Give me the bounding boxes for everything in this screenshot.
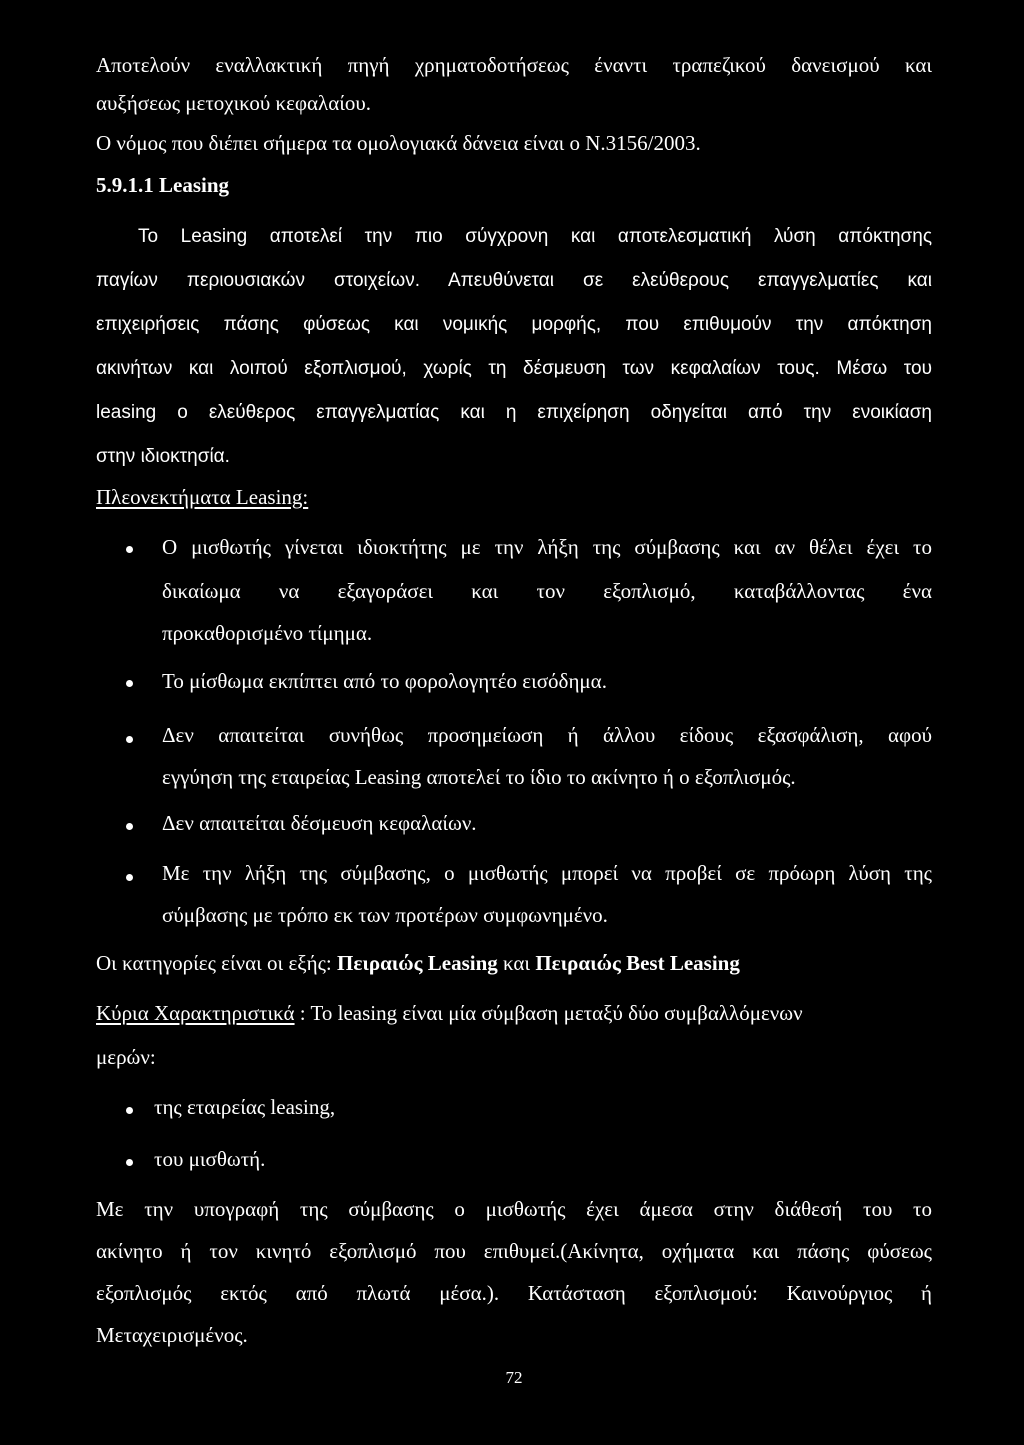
- bullet-dot: [126, 823, 133, 830]
- para1-line-4: ακινήτων και λοιπού εξοπλισμού, χωρίς τη δέσμευση των κεφαλαίων τους. Μέσω του: [96, 358, 932, 379]
- categories-prefix: Οι κατηγορίες είναι οι εξής:: [96, 951, 338, 975]
- bullet-dot: [126, 546, 133, 553]
- para1-line-2: παγίων περιουσιακών στοιχείων. Απευθύνεται σε ελεύθερους επαγγελματίες και: [96, 270, 932, 291]
- para1-line-1: Το Leasing αποτελεί την πιο σύγχρονη και αποτελεσματική λύση απόκτησης: [138, 226, 932, 247]
- features-title: Κύρια Χαρακτηριστικά: [96, 1001, 295, 1025]
- bullet-1-line-1: Ο μισθωτής γίνεται ιδιοκτήτης με την λήξη της σύμβασης και αν θέλει έχει το: [162, 535, 932, 559]
- bullet-dot: [126, 1107, 133, 1114]
- bullet-1-line-3: προκαθορισμένο τίμημα.: [162, 621, 373, 645]
- bullet-dot: [126, 874, 133, 881]
- bullet-dot: [126, 736, 133, 743]
- para1-line-3: επιχειρήσεις πάσης φύσεως και νομικής μορφής, που επιθυμούν την απόκτηση: [96, 314, 932, 335]
- features-line-1: [96, 1000, 803, 1026]
- intro-line-1: Αποτελούν εναλλακτική πηγή χρηματοδοτήσεως έναντι τραπεζικού δανεισμού και: [96, 53, 932, 77]
- bullet-2: Το μίσθωμα εκπίπτει από το φορολογητέο εισόδημα.: [162, 669, 607, 693]
- bullet-5-line-2: σύμβασης με τρόπο εκ των προτέρων συμφωνημένο.: [162, 903, 608, 927]
- bullet-dot: [126, 1159, 133, 1166]
- bullet-4: Δεν απαιτείται δέσμευση κεφαλαίων.: [162, 811, 477, 835]
- bullet-dot: [126, 680, 133, 687]
- para1-line-6: στην ιδιοκτησία.: [96, 446, 230, 467]
- intro-line-2: αυξήσεως μετοχικού κεφαλαίου.: [96, 91, 372, 115]
- closing-line-2: ακίνητο ή τον κινητό εξοπλισμό που επιθυμεί.(Ακίνητα, οχήματα και πάσης φύσεως: [96, 1239, 932, 1263]
- categories-line: [96, 950, 740, 976]
- features-text: : Το leasing είναι μία σύμβαση μεταξύ δύο συμβαλλόμενων: [294, 1001, 803, 1025]
- closing-line-3: εξοπλισμός εκτός από πλωτά μέσα.). Κατάσταση εξοπλισμού: Καινούργιος ή: [96, 1281, 932, 1305]
- party-2: του μισθωτή.: [154, 1147, 266, 1171]
- bullet-1-line-2: δικαίωμα να εξαγοράσει και τον εξοπλισμό, καταβάλλοντας ένα: [162, 579, 932, 603]
- features-line-2: μερών:: [96, 1045, 156, 1069]
- category-piraeus-best-leasing: Πειραιώς Best Leasing: [535, 951, 740, 975]
- party-1: της εταιρείας leasing,: [154, 1095, 336, 1119]
- closing-line-1: Με την υπογραφή της σύμβασης ο μισθωτής έχει άμεσα στην διάθεσή του το: [96, 1197, 932, 1221]
- para1-line-5: leasing ο ελεύθερος επαγγελματίας και η επιχείρηση οδηγείται από την ενοικίαση: [96, 402, 932, 423]
- document-page: [96, 0, 932, 1445]
- category-piraeus-leasing: Πειραιώς Leasing: [337, 951, 498, 975]
- closing-line-4: Μεταχειρισμένος.: [96, 1323, 248, 1347]
- bullet-5-line-1: Με την λήξη της σύμβασης, ο μισθωτής μπορεί να προβεί σε πρόωρη λύση της: [162, 861, 932, 885]
- page-number: 72: [505, 1368, 523, 1387]
- intro-line-3: Ο νόμος που διέπει σήμερα τα ομολογιακά δάνεια είναι ο Ν.3156/2003.: [96, 131, 701, 155]
- section-heading: 5.9.1.1 Leasing: [96, 173, 230, 197]
- categories-and: και: [497, 951, 536, 975]
- bullet-3-line-2: εγγύηση της εταιρείας Leasing αποτελεί το ίδιο το ακίνητο ή ο εξοπλισμός.: [162, 765, 796, 789]
- advantages-title: Πλεονεκτήματα Leasing:: [96, 485, 309, 509]
- bullet-3-line-1: Δεν απαιτείται συνήθως προσημείωση ή άλλου είδους εξασφάλιση, αφού: [162, 723, 932, 747]
